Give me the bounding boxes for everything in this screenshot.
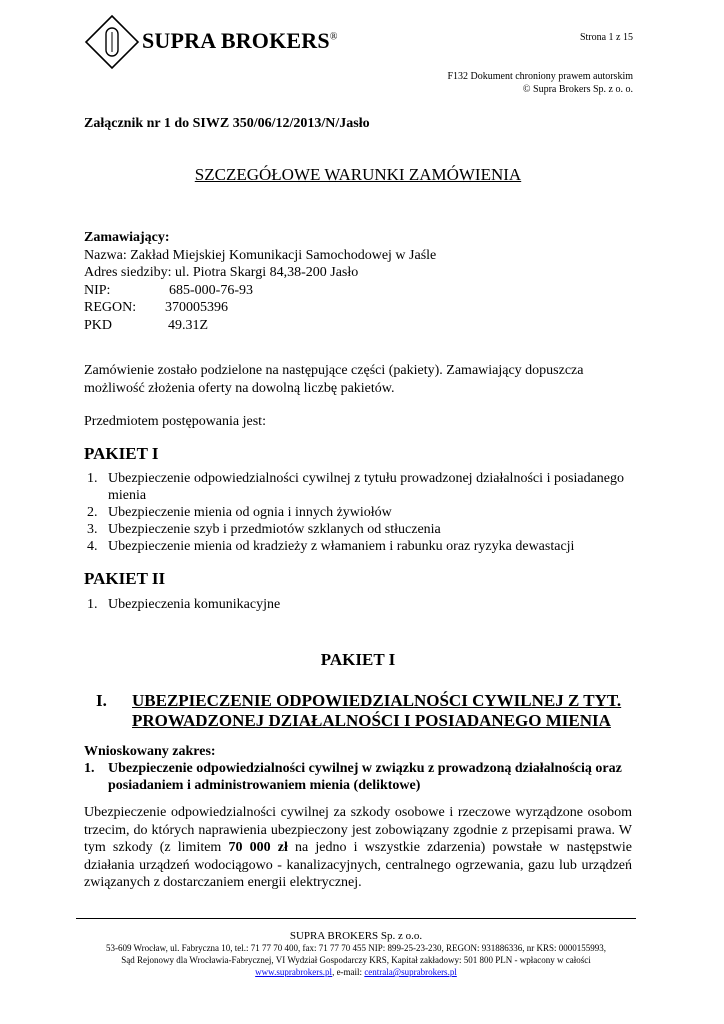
footer-contact: www.suprabrokers.pl, e-mail: centrala@suprabrokers.pl bbox=[255, 967, 457, 977]
section-pakiet-heading: PAKIET I bbox=[320, 650, 396, 669]
email-link[interactable]: centrala@suprabrokers.pl bbox=[364, 967, 457, 977]
section-title bbox=[84, 691, 632, 731]
pakiet-1-heading: PAKIET I bbox=[84, 444, 159, 463]
list-item: 1. Ubezpieczenie odpowiedzialności cywilnej w związku z prowadzoną działalnością oraz posiadaniem i administrowaniem mienia (deliktowe) bbox=[84, 761, 622, 793]
copyright-notice bbox=[447, 70, 633, 96]
copyright-line-2: © Supra Brokers Sp. z o. o. bbox=[522, 84, 633, 95]
list-item: 1. Ubezpieczenie odpowiedzialności cywilnej z tytułu prowadzonej działalności i posiadanego mienia bbox=[87, 471, 624, 503]
pakiet-2-heading: PAKIET II bbox=[84, 569, 166, 588]
website-link[interactable]: www.suprabrokers.pl bbox=[255, 967, 333, 977]
footer-divider bbox=[76, 918, 636, 919]
section-number: I. bbox=[96, 691, 107, 710]
orderer-pkd: PKD 49.31Z bbox=[84, 317, 209, 333]
pakiet-1-list bbox=[84, 470, 624, 555]
company-logo bbox=[84, 14, 384, 64]
logo-diamond-icon bbox=[84, 14, 140, 70]
orderer-name: Nazwa: Zakład Miejskiej Komunikacji Samochodowej w Jaśle bbox=[84, 247, 437, 263]
copyright-line-1: F132 Dokument chroniony prawem autorskim bbox=[447, 71, 633, 82]
list-item: 3. Ubezpieczenie szyb i przedmiotów szklanych od stłuczenia bbox=[87, 522, 441, 537]
orderer-heading: Zamawiający: bbox=[84, 230, 170, 245]
list-item: 1. Ubezpieczenia komunikacyjne bbox=[87, 597, 281, 612]
subject-line: Przedmiotem postępowania jest: bbox=[84, 414, 266, 429]
page-number: Strona 1 z 15 bbox=[579, 32, 633, 43]
company-name: SUPRA BROKERS® bbox=[142, 28, 338, 53]
footer-company: SUPRA BROKERS Sp. z o.o. bbox=[289, 930, 423, 942]
footer-line-2: Sąd Rejonowy dla Wrocławia-Fabrycznej, VI Wydział Gospodarczy KRS, Kapitał zakładowy: 501 800 PLN - wpłacony w całości bbox=[121, 955, 591, 965]
section-body: Ubezpieczenie odpowiedzialności cywilnej za szkody osobowe i rzeczowe wyrządzone osobom trzecim, do których naprawienia ubezpieczony jest zobowiązany zgodnie z przepisami prawa. W tym szkody (z limitem 70 000 zł na jedno i wszystkie zdarzenia) powstałe w następstwie działania urządzeń wodociągowo - kanalizacyjnych, centralnego ogrzewania, gazu lub urządzeń związanych z dostarczaniem energii elektrycznej. bbox=[84, 805, 632, 890]
limit-amount: 70 000 zł bbox=[228, 840, 288, 855]
list-item: 2. Ubezpieczenie mienia od ognia i innych żywiołów bbox=[87, 505, 392, 520]
footer-line-1: 53-609 Wrocław, ul. Fabryczna 10, tel.: 71 77 70 400, fax: 71 77 70 455 NIP: 899-25-23-230, REGON: 931886336, nr KRS: 0000155993, bbox=[105, 943, 607, 953]
intro-paragraph: Zamówienie zostało podzielone na następujące części (pakiety). Zamawiający dopuszcza możliwość złożenia oferty na dowolną liczbę pakietów. bbox=[84, 363, 584, 396]
scope-label: Wnioskowany zakres: bbox=[84, 744, 216, 759]
orderer-nip: NIP: 685-000-76-93 bbox=[84, 282, 253, 298]
annex-reference: Załącznik nr 1 do SIWZ 350/06/12/2013/N/Jasło bbox=[84, 116, 370, 131]
list-item: 4. Ubezpieczenie mienia od kradzieży z włamaniem i rabunku oraz ryzyka dewastacji bbox=[87, 539, 575, 554]
section-title-text: UBEZPIECZENIE ODPOWIEDZIALNOŚCI CYWILNEJ Z TYT. PROWADZONEJ DZIAŁALNOŚCI I POSIADANEGO MIENIA bbox=[132, 691, 622, 730]
orderer-address: Adres siedziby: ul. Piotra Skargi 84,38-200 Jasło bbox=[84, 265, 359, 280]
orderer-regon: REGON: 370005396 bbox=[84, 300, 228, 315]
document-title: SZCZEGÓŁOWE WARUNKI ZAMÓWIENIA bbox=[194, 165, 522, 184]
pakiet-2-list bbox=[84, 596, 632, 613]
footer bbox=[76, 930, 636, 978]
orderer-block bbox=[84, 229, 436, 334]
scope-list bbox=[84, 760, 624, 794]
